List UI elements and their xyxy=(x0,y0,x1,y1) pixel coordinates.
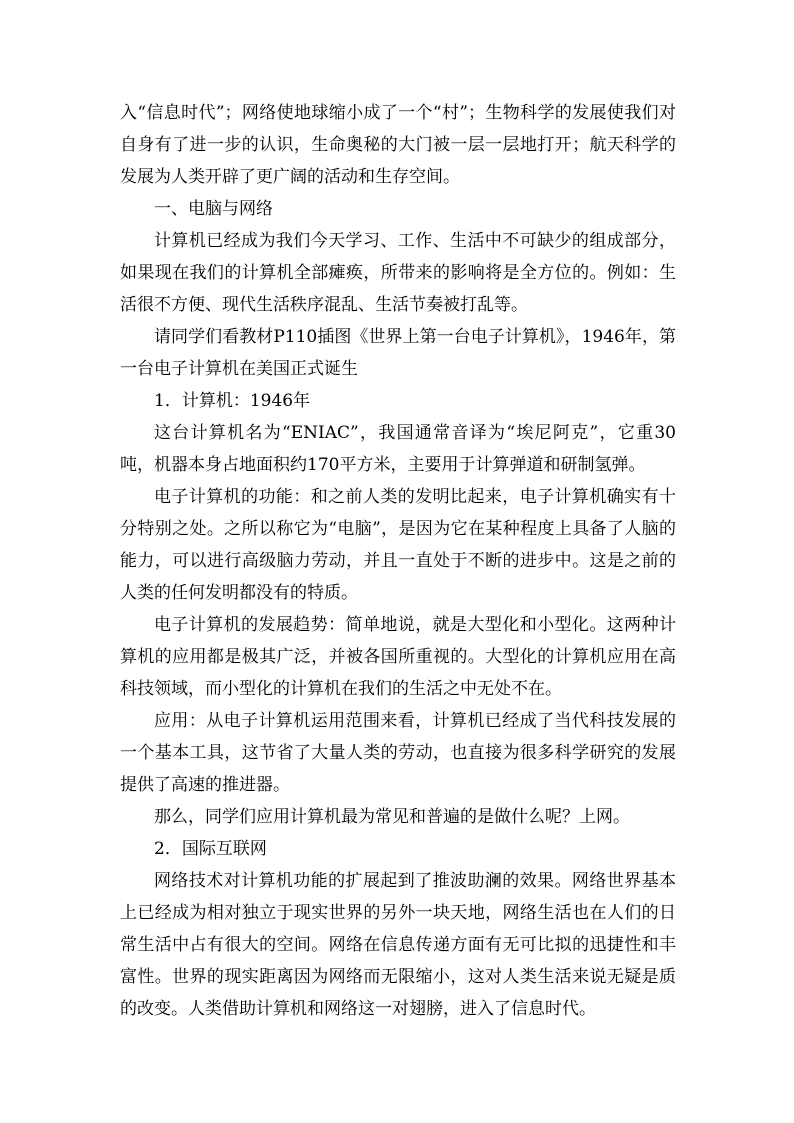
subheading-internet: 2．国际互联网 xyxy=(154,839,267,859)
paragraph-application: 应用：从电子计算机运用范围来看，计算机已经成了当代科技发展的一个基本工具，这节省了大量人类的劳动，也直接为很多科学研究的发展提供了高速的推进器。 xyxy=(120,711,676,795)
paragraph-eniac: 这台计算机名为“ENIAC”，我国通常音译为“埃尼阿克”，它重30吨，机器本身占地面积约170平方米，主要用于计算弹道和研制氢弹。 xyxy=(120,423,676,475)
document-body xyxy=(120,97,676,1025)
paragraph-question: 那么，同学们应用计算机最为常见和普遍的是做什么呢？上网。 xyxy=(154,807,630,827)
section-heading-computer-and-network: 一、电脑与网络 xyxy=(154,199,273,219)
paragraph-development-trend: 电子计算机的发展趋势：简单地说，就是大型化和小型化。这两种计算机的应用都是极其广泛，并被各国所重视的。大型化的计算机应用在高科技领域，而小型化的计算机在我们的生活之中无处不在。 xyxy=(120,615,676,699)
paragraph-textbook-reference: 请同学们看教材P110插图《世界上第一台电子计算机》，1946年，第一台电子计算机在美国正式诞生 xyxy=(120,327,676,379)
paragraph-computer-function: 电子计算机的功能：和之前人类的发明比起来，电子计算机确实有十分特别之处。之所以称它为“电脑”，是因为它在某种程度上具备了人脑的能力，可以进行高级脑力劳动，并且一直处于不断的进步中。这是之前的人类的任何发明都没有的特质。 xyxy=(120,487,676,603)
subheading-computer: 1．计算机：1946年 xyxy=(154,391,311,411)
paragraph-computer-importance: 计算机已经成为我们今天学习、工作、生活中不可缺少的组成部分，如果现在我们的计算机全部瘫痪，所带来的影响将是全方位的。例如：生活很不方便、现代生活秩序混乱、生活节奏被打乱等。 xyxy=(120,231,676,315)
paragraph-network-technology: 网络技术对计算机功能的扩展起到了推波助澜的效果。网络世界基本上已经成为相对独立于现实世界的另外一块天地，网络生活也在人们的日常生活中占有很大的空间。网络在信息传递方面有无可比拟的迅捷性和丰富性。世界的现实距离因为网络而无限缩小，这对人类生活来说无疑是质的改变。人类借助计算机和网络这一对翅膀，进入了信息时代。 xyxy=(120,871,676,1019)
paragraph-continuation: 入“信息时代”；网络使地球缩小成了一个“村”；生物科学的发展使我们对自身有了进一步的认识，生命奥秘的大门被一层一层地打开；航天科学的发展为人类开辟了更广阔的活动和生存空间。 xyxy=(120,103,676,187)
